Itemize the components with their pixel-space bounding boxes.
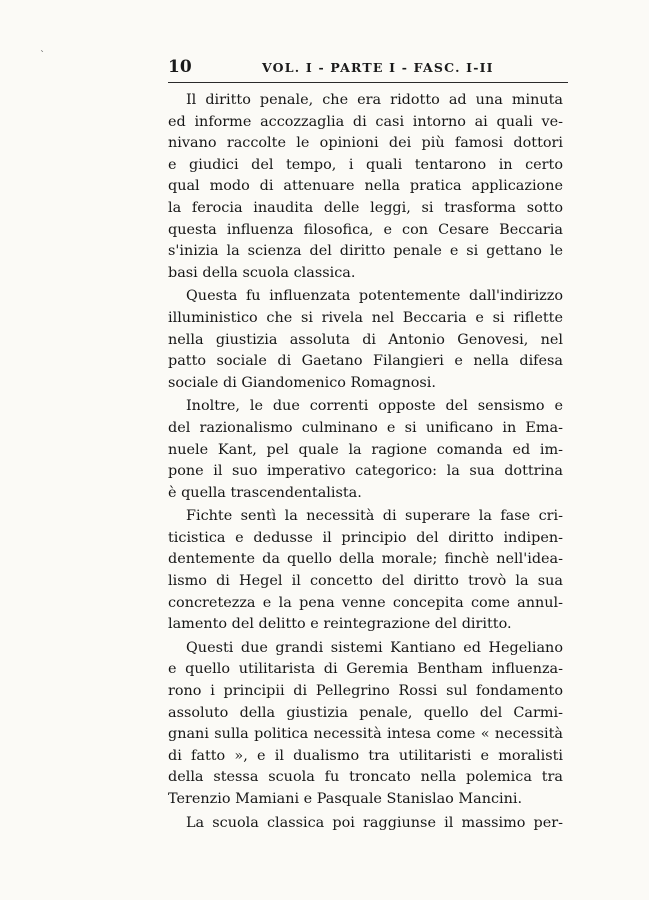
text-line: s'inizia la scienza del diritto penale e si gettano le	[168, 243, 563, 260]
text-line: assoluto della giustizia penale, quello del Carmi-	[168, 704, 563, 721]
text-line: del razionalismo culminano e si unificano in Ema-	[168, 419, 563, 436]
text-line: nella giustizia assoluta di Antonio Genovesi, nel	[168, 331, 563, 348]
header-rule	[168, 82, 568, 83]
running-title: VOL. I - PARTE I - FASC. I-II	[262, 60, 494, 75]
text-line: nivano raccolte le opinioni dei più famosi dottori	[168, 135, 563, 152]
text-line: concretezza e la pena venne concepita come annul-	[168, 594, 563, 611]
paragraph	[168, 286, 563, 394]
text-line: questa influenza filosofica, e con Cesare Beccaria	[168, 221, 563, 238]
paragraph	[168, 813, 563, 835]
text-line: di fatto », e il dualismo tra utilitaristi e moralisti	[168, 747, 563, 764]
text-line: e giudici del tempo, i quali tentarono in certo	[168, 156, 563, 173]
text-line: ticistica e dedusse il principio del diritto indipen-	[168, 529, 563, 546]
text-line: illuministico che si rivela nel Beccaria e si riflette	[168, 309, 563, 326]
paragraph	[168, 396, 563, 504]
text-line: basi della scuola classica.	[168, 264, 356, 281]
paragraph	[168, 506, 563, 636]
body-text	[168, 90, 563, 836]
page-header	[168, 57, 568, 81]
text-line: Questa fu influenzata potentemente dall'indirizzo	[186, 288, 563, 305]
text-line: qual modo di attenuare nella pratica applicazione	[168, 178, 563, 195]
text-line: dentemente da quello della morale; finchè nell'idea-	[168, 551, 563, 568]
text-line: Il diritto penale, che era ridotto ad una minuta	[186, 92, 563, 108]
page-number: 10	[168, 57, 192, 77]
text-line: della stessa scuola fu troncato nella polemica tra	[168, 769, 563, 786]
paragraph	[168, 90, 563, 284]
paragraph	[168, 638, 563, 811]
text-line: ed informe accozzaglia di casi intorno ai quali ve-	[168, 113, 563, 130]
text-line: nuele Kant, pel quale la ragione comanda ed im-	[168, 441, 563, 458]
text-line: pone il suo imperativo categorico: la sua dottrina	[168, 463, 563, 480]
text-line: lismo di Hegel il concetto del diritto trovò la sua	[168, 573, 563, 590]
text-line: La scuola classica poi raggiunse il massimo per-	[186, 814, 563, 831]
text-line: gnani sulla politica necessità intesa come « necessità	[168, 726, 563, 743]
text-line: Inoltre, le due correnti opposte del sensismo e	[186, 398, 563, 415]
text-line: e quello utilitarista di Geremia Bentham influenza-	[168, 661, 563, 678]
text-line: Fichte sentì la necessità di superare la fase cri-	[186, 508, 563, 525]
text-line: patto sociale di Gaetano Filangieri e nella difesa	[168, 353, 563, 370]
text-line: è quella trascendentalista.	[168, 484, 362, 501]
text-line: lamento del delitto e reintegrazione del diritto.	[168, 616, 512, 633]
text-line: sociale di Giandomenico Romagnosi.	[168, 374, 436, 391]
text-line: Questi due grandi sistemi Kantiano ed Hegeliano	[186, 639, 563, 656]
text-line: la ferocia inaudita delle leggi, si trasforma sotto	[168, 199, 563, 216]
text-line: Terenzio Mamiani e Pasquale Stanislao Mancini.	[168, 791, 523, 807]
text-line: rono i principii di Pellegrino Rossi sul fondamento	[168, 683, 563, 700]
scan-speck: `	[40, 50, 45, 61]
